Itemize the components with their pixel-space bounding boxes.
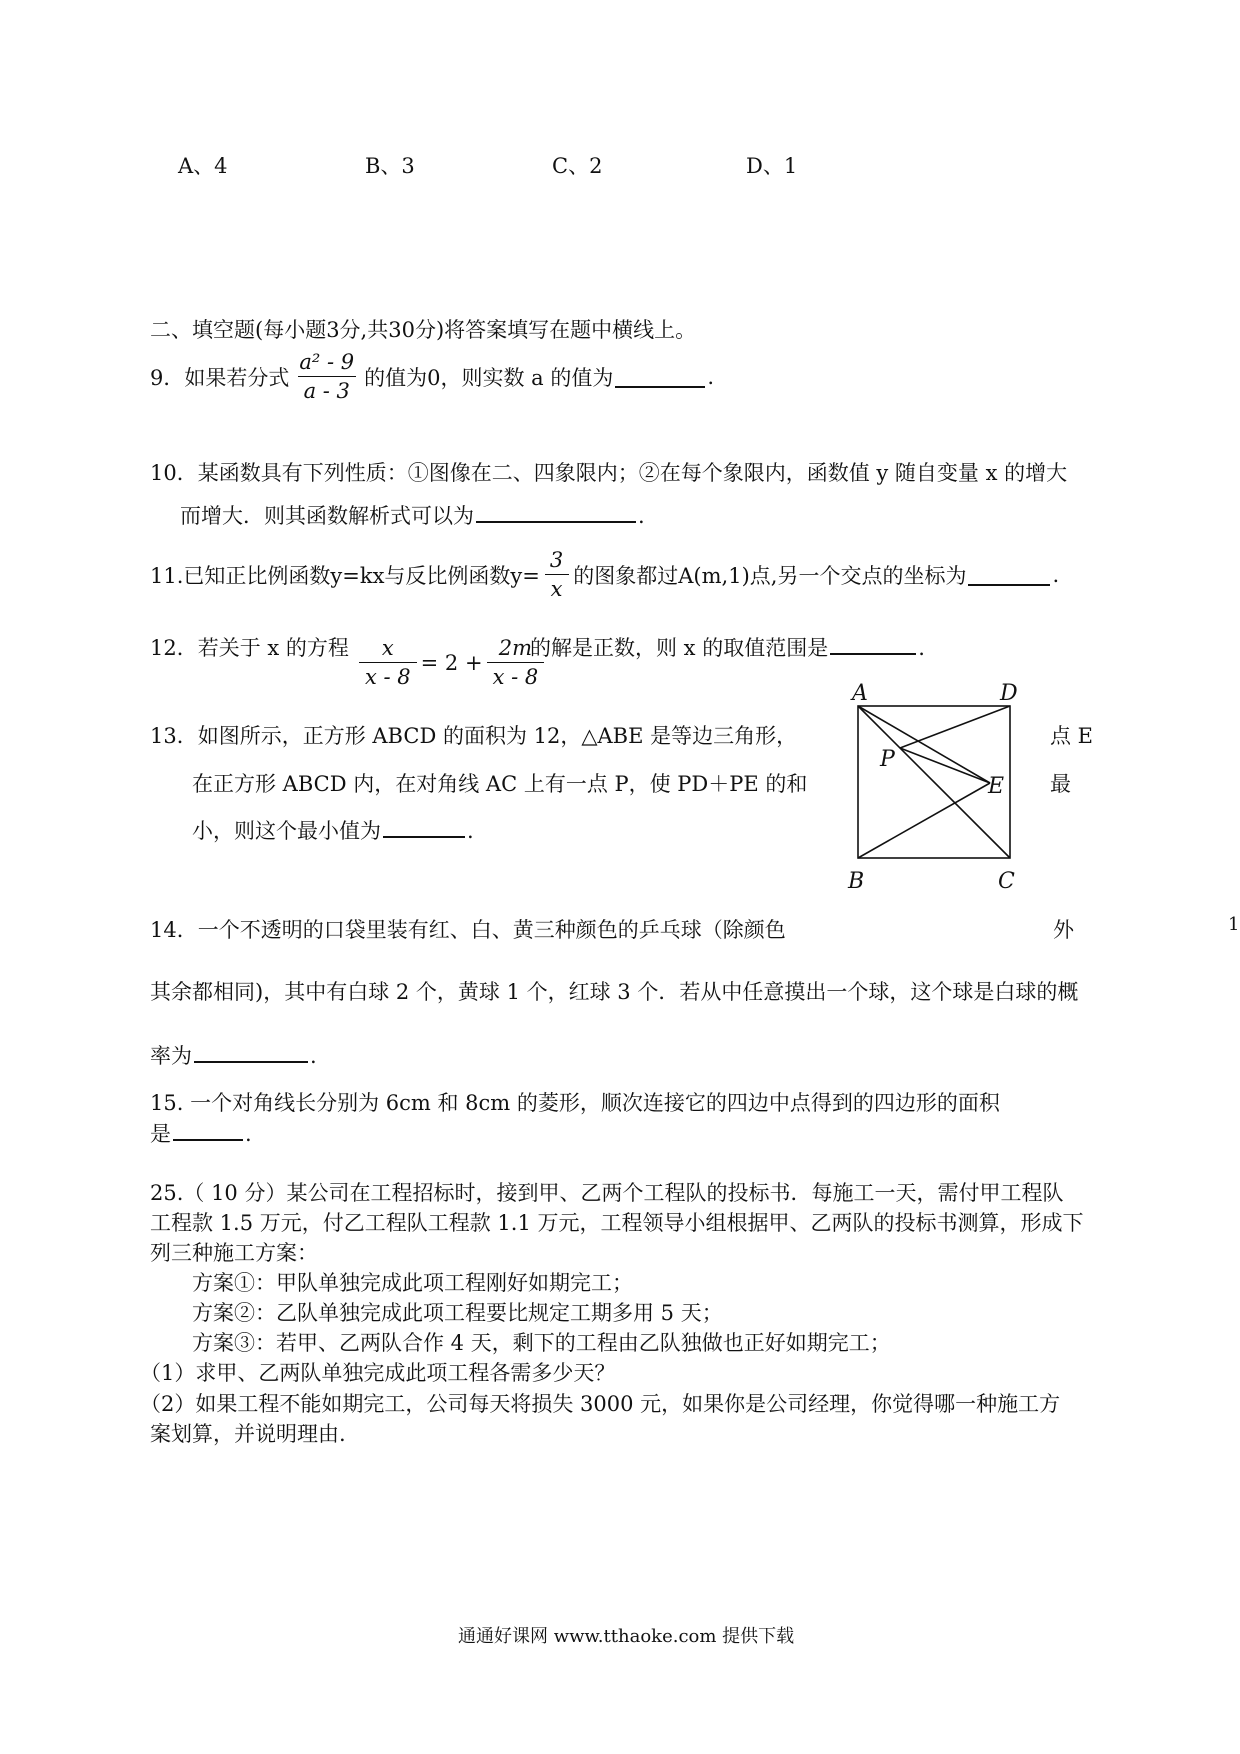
q14-line2: 其余都相同)，其中有白球 2 个，黄球 1 个，红球 3 个．若从中任意摸出一个球，这个球是白球的概 <box>150 980 1079 1004</box>
q9-suffix: 的值为0，则实数 a 的值为 <box>364 365 614 390</box>
q25-line1: 25.（ 10 分）某公司在工程招标时，接到甲、乙两个工程队的投标书．每施工一天，需付甲工程队 <box>150 1181 1064 1205</box>
q12-suffix-wrap <box>530 632 925 662</box>
q13-line2: 在正方形 ABCD 内，在对角线 AC 上有一点 P，使 PD＋PE 的和 <box>192 772 808 796</box>
q25-sub2-line1: （2）如果工程不能如期完工，公司每天将损失 3000 元，如果你是公司经理，你觉得哪一种施工方 <box>140 1392 1061 1416</box>
q12-rhs-denominator: x - 8 <box>487 662 545 689</box>
q11-denominator: x <box>545 574 569 601</box>
option-d: D、1 <box>746 154 798 178</box>
label-d: D <box>1000 681 1018 706</box>
q13-answer-blank[interactable] <box>383 815 465 838</box>
q25-sub2-line2: 案划算，并说明理由. <box>150 1422 346 1446</box>
q14-end: . <box>310 1044 317 1068</box>
segment-pd <box>900 706 1010 748</box>
q13-line1-right: 点 E <box>1050 724 1094 748</box>
q15-line2: 是 <box>150 1122 171 1146</box>
q14-line1-right: 外 <box>1053 918 1074 942</box>
q12-equation <box>355 636 548 689</box>
q12-answer-blank[interactable] <box>830 632 916 655</box>
q11-answer-blank[interactable] <box>968 563 1050 586</box>
q9-prefix: 9．如果若分式 <box>150 365 290 390</box>
q9-fraction <box>293 350 360 403</box>
q12-lhs-numerator: x <box>381 636 394 660</box>
q15-end: . <box>245 1122 252 1146</box>
option-c: C、2 <box>552 154 603 178</box>
label-c: C <box>998 869 1015 894</box>
section2-header: 二、填空题(每小题3分,共30分)将答案填写在题中横线上。 <box>150 318 697 342</box>
q25-plan3: 方案③：若甲、乙两队合作 4 天，剩下的工程由乙队独做也正好如期完工； <box>192 1331 891 1355</box>
q9-answer-blank[interactable] <box>615 365 705 388</box>
square-figure <box>840 676 1030 901</box>
q12-end: . <box>918 636 925 660</box>
label-p: P <box>880 747 895 772</box>
q12-rhs-numerator: 2m <box>498 636 533 660</box>
question-11 <box>150 548 1059 601</box>
q25-plan1: 方案①：甲队单独完成此项工程刚好如期完工； <box>192 1271 633 1295</box>
q14-line3: 率为 <box>150 1044 192 1068</box>
q14-line1: 14．一个不透明的口袋里装有红、白、黄三种颜色的乒乓球（除颜色 <box>150 918 786 942</box>
edge-mark: 1 <box>1228 914 1240 935</box>
label-b: B <box>848 869 865 894</box>
q13-line3: 小，则这个最小值为 <box>192 819 381 843</box>
q25-line3: 列三种施工方案： <box>150 1241 318 1265</box>
q25-line2: 工程款 1.5 万元，付乙工程队工程款 1.1 万元，工程领导小组根据甲、乙两队的投标书测算，形成下 <box>150 1211 1084 1235</box>
q11-end: . <box>1052 562 1060 587</box>
q14-line3-wrap <box>150 1040 317 1070</box>
q11-numerator: 3 <box>549 548 564 572</box>
q10-line2: 而增大．则其函数解析式可以为 <box>180 504 474 528</box>
label-e: E <box>988 774 1005 799</box>
footer-text: 通通好课网 www.tthaoke.com 提供下载 <box>458 1626 795 1647</box>
q15-line1: 15. 一个对角线长分别为 6cm 和 8cm 的菱形，顺次连接它的四边中点得到的四边形的面积 <box>150 1091 1000 1115</box>
q13-line1: 13．如图所示，正方形 ABCD 的面积为 12，△ABE 是等边三角形， <box>150 724 798 748</box>
q10-line2-wrap <box>180 500 645 530</box>
q10-end: . <box>638 504 645 528</box>
q12-prefix: 12．若关于 x 的方程 <box>150 636 349 660</box>
q12-lhs-fraction <box>359 636 417 689</box>
q15-line2-wrap <box>150 1118 252 1148</box>
q13-end: . <box>467 819 474 843</box>
q15-answer-blank[interactable] <box>173 1118 243 1141</box>
q11-suffix: 的图象都过A(m,1)点,另一个交点的坐标为 <box>573 563 967 588</box>
q10-line1: 10．某函数具有下列性质：①图像在二、四象限内；②在每个象限内，函数值 y 随自变量 x 的增大 <box>150 461 1068 485</box>
q12-suffix: 的解是正数，则 x 的取值范围是 <box>530 636 829 660</box>
q14-answer-blank[interactable] <box>194 1040 308 1063</box>
question-9 <box>150 350 714 403</box>
q11-prefix: 11.已知正比例函数y=kx与反比例函数y= <box>150 563 540 588</box>
q12-eq: = 2 + <box>420 650 483 675</box>
q9-numerator: a² - 9 <box>299 350 355 374</box>
label-a: A <box>852 681 868 706</box>
q11-fraction <box>544 548 569 601</box>
q9-denominator: a - 3 <box>298 376 356 403</box>
q13-line3-wrap <box>192 815 474 845</box>
q9-end: . <box>707 364 715 389</box>
option-a: A、4 <box>178 154 228 178</box>
segment-be <box>858 783 990 858</box>
q25-plan2: 方案②：乙队单独完成此项工程要比规定工期多用 5 天； <box>192 1301 723 1325</box>
option-b: B、3 <box>365 154 415 178</box>
q10-answer-blank[interactable] <box>476 500 636 523</box>
q13-line2-right: 最 <box>1050 772 1071 796</box>
q25-sub1: （1）求甲、乙两队单独完成此项工程各需多少天？ <box>140 1361 616 1385</box>
segment-pe <box>900 748 990 783</box>
q12-lhs-denominator: x - 8 <box>359 662 417 689</box>
